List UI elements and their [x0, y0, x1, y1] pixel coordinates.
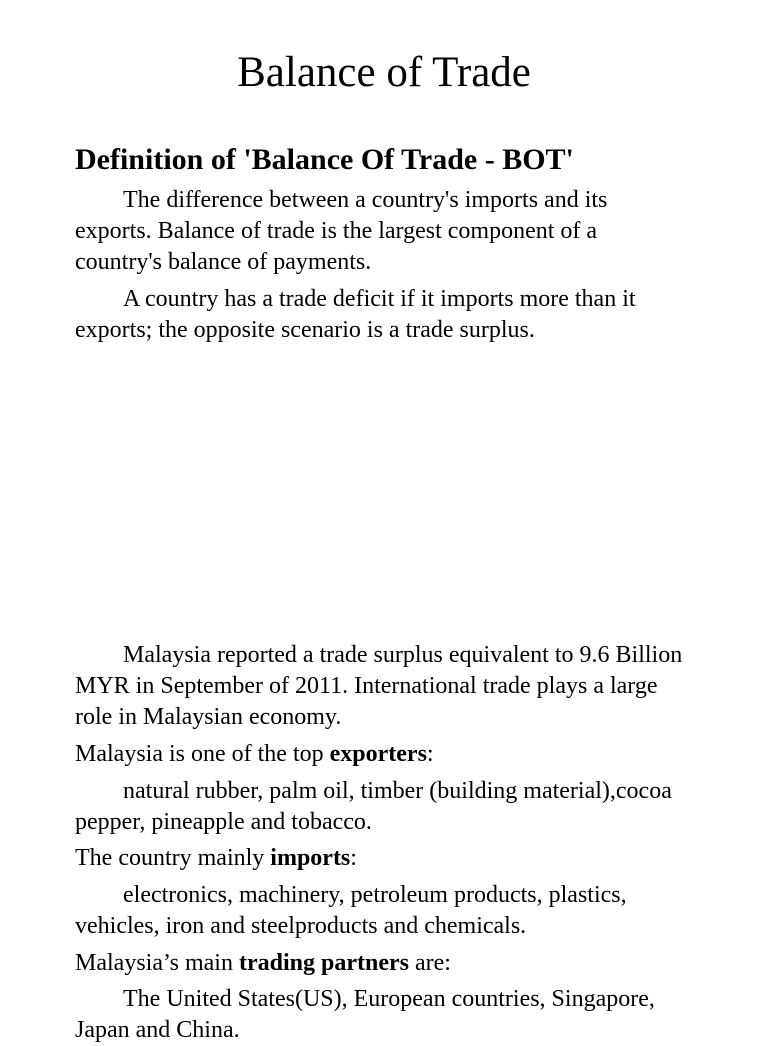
text-line: Malaysia reported a trade surplus equivalent to 9.6 Billion	[123, 642, 683, 668]
imports-heading-line	[75, 843, 765, 874]
text-line: role in Malaysian economy.	[75, 704, 342, 730]
text-line: The United States(US), European countries, Singapore,	[123, 986, 655, 1012]
text-line: pepper, pineapple and tobacco.	[75, 809, 372, 835]
partners-prefix: Malaysia’s main	[75, 950, 239, 976]
exporters-keyword: exporters	[329, 741, 427, 767]
partners-heading-line	[75, 948, 765, 979]
exporters-suffix: :	[426, 741, 434, 767]
exporters-prefix: Malaysia is one of the top	[75, 741, 330, 767]
text-line: exports. Balance of trade is the largest component of a	[75, 218, 598, 244]
text-line: electronics, machinery, petroleum products, plastics,	[123, 882, 627, 908]
text-line: exports; the opposite scenario is a trade surplus.	[75, 317, 535, 343]
text-line: Japan and China.	[75, 1017, 240, 1043]
imports-suffix: :	[350, 845, 357, 871]
imports-prefix: The country mainly	[75, 845, 271, 871]
text-line: The difference between a country's imports and its	[123, 187, 608, 213]
section-heading: Definition of 'Balance Of Trade - BOT'	[75, 143, 574, 176]
partners-keyword: trading partners	[238, 950, 409, 976]
partners-suffix: are:	[408, 950, 451, 976]
page-title: Balance of Trade	[237, 49, 531, 96]
text-line: natural rubber, palm oil, timber (building material),cocoa	[123, 778, 672, 804]
imports-keyword: imports	[270, 845, 351, 871]
exporters-heading-line	[75, 739, 765, 770]
text-line: A country has a trade deficit if it imports more than it	[123, 286, 636, 312]
text-line: MYR in September of 2011. International trade plays a large	[75, 673, 658, 699]
text-line: vehicles, iron and steelproducts and chemicals.	[75, 913, 527, 939]
text-line: country's balance of payments.	[75, 249, 372, 275]
